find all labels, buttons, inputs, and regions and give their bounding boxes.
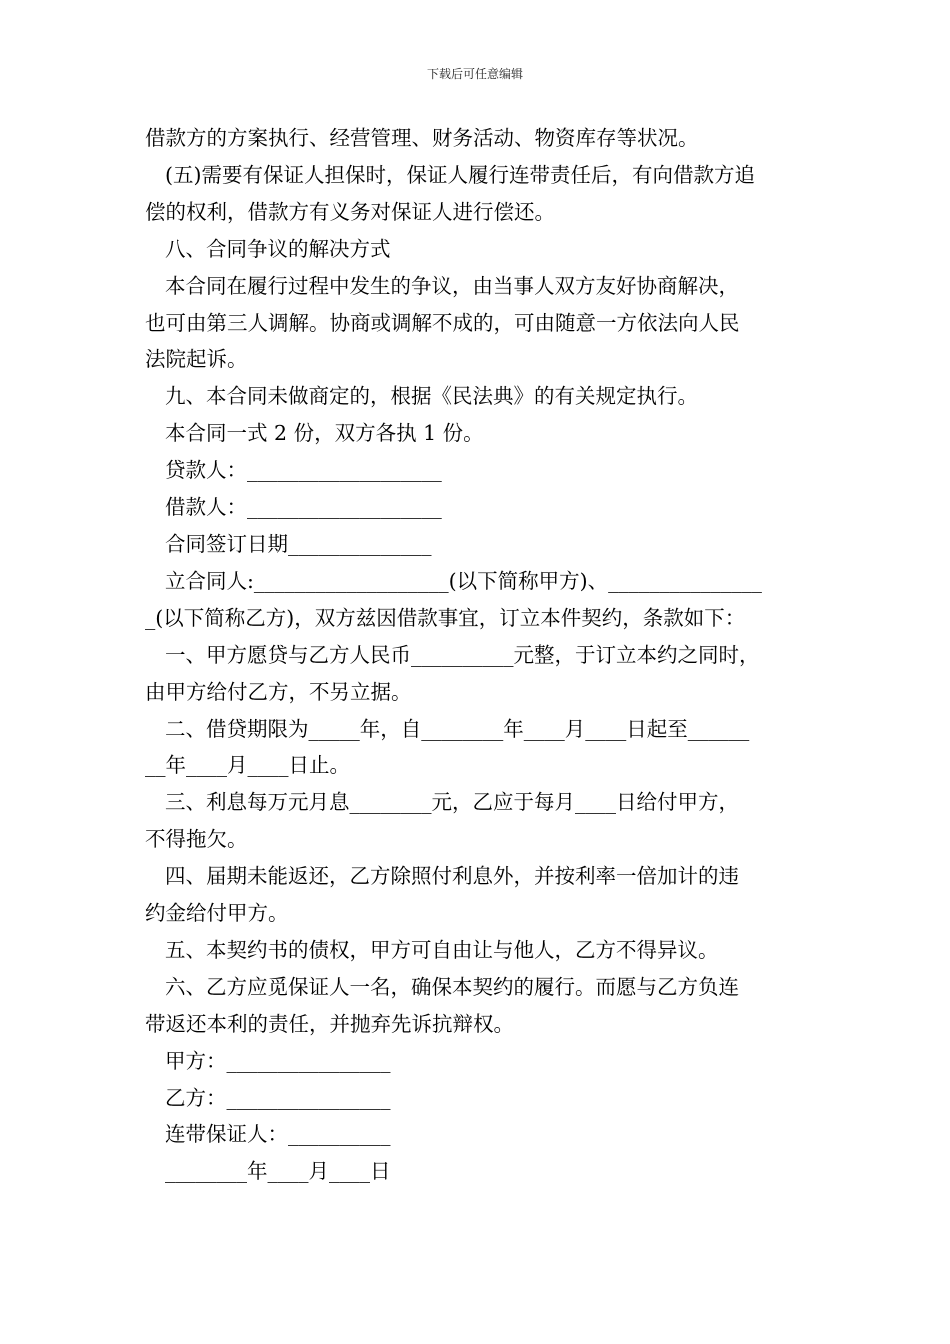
document-line: 三、利息每万元月息________元，乙应于每月____日给付甲方， xyxy=(165,790,739,815)
document-line: 五、本契约书的债权，甲方可自由让与他人，乙方不得异议。 xyxy=(165,937,719,962)
document-line: 九、本合同未做商定的，根据《民法典》的有关规定执行。 xyxy=(165,384,698,409)
document-line: 八、合同争议的解决方式 xyxy=(165,236,391,261)
document-line: 六、乙方应觅保证人一名，确保本契约的履行。而愿与乙方负连 xyxy=(165,974,739,999)
document-line: _(以下简称乙方)，双方兹因借款事宜，订立本件契约，条款如下： xyxy=(145,605,746,630)
document-line: 二、借贷期限为_____年，自________年____月____日起至______ xyxy=(165,716,750,741)
document-line: 约金给付甲方。 xyxy=(145,901,289,926)
document-line: __年____月____日止。 xyxy=(145,753,350,778)
document-line: 贷款人：___________________ xyxy=(165,458,442,483)
document-line: 连带保证人：__________ xyxy=(165,1122,391,1147)
document-line: 本合同在履行过程中发生的争议，由当事人双方友好协商解决， xyxy=(165,273,739,298)
document-line: 也可由第三人调解。协商或调解不成的，可由随意一方依法向人民 xyxy=(145,310,740,335)
document-line: 甲方：________________ xyxy=(165,1048,391,1073)
document-line: 偿的权利，借款方有义务对保证人进行偿还。 xyxy=(145,199,555,224)
document-line: (五)需要有保证人担保时，保证人履行连带责任后，有向借款方追 xyxy=(165,162,755,187)
document-line: 借款人：___________________ xyxy=(165,495,442,520)
document-line: 由甲方给付乙方，不另立据。 xyxy=(145,679,412,704)
document-body xyxy=(145,120,825,1190)
document-line: ________年____月____日 xyxy=(165,1159,391,1184)
document-line: 立合同人:___________________(以下简称甲方)、_______________ xyxy=(165,568,762,593)
document-line: 不得拖欠。 xyxy=(145,827,248,852)
document-line: 法院起诉。 xyxy=(145,347,248,372)
document-line: 本合同一式 2 份，双方各执 1 份。 xyxy=(165,421,484,446)
document-line: 一、甲方愿贷与乙方人民币__________元整，于订立本约之同时， xyxy=(165,642,760,667)
page-header: 下载后可任意编辑 xyxy=(426,67,523,81)
document-line: 借款方的方案执行、经营管理、财务活动、物资库存等状况。 xyxy=(145,126,699,150)
document-line: 带返还本利的责任，并抛弃先诉抗辩权。 xyxy=(145,1011,514,1036)
document-line: 四、届期未能返还，乙方除照付利息外，并按利率一倍加计的违 xyxy=(165,864,739,889)
document-line: 乙方：________________ xyxy=(165,1085,391,1110)
document-line: 合同签订日期______________ xyxy=(165,531,432,556)
